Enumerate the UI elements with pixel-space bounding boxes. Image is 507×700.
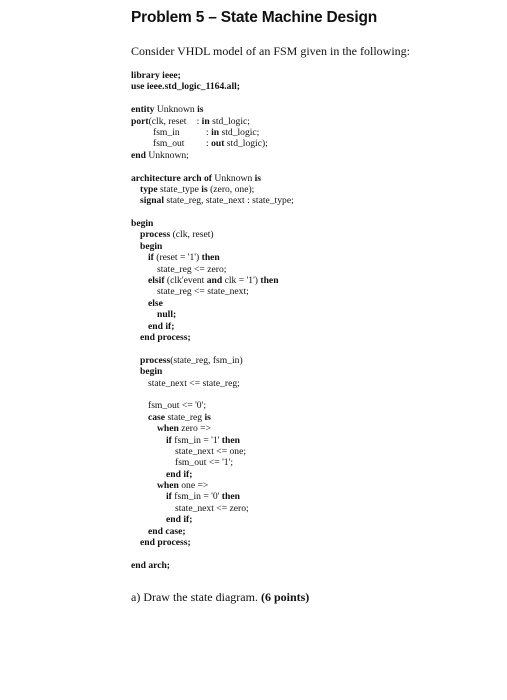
code-line: fsm_out <= '1';: [175, 457, 233, 469]
code-text: arch;: [145, 559, 171, 571]
code-line: [131, 355, 294, 366]
keyword: in: [211, 126, 220, 138]
keyword: process: [140, 354, 171, 366]
code-line: [131, 412, 294, 423]
code-text: (state_reg, fsm_in): [170, 354, 243, 366]
code-line: [131, 252, 294, 263]
code-blank: [131, 161, 294, 172]
code-text: (clk, reset: [148, 115, 187, 127]
code-text: Unknown: [154, 104, 198, 116]
code-text: :: [196, 115, 202, 127]
keyword: entity: [131, 104, 155, 116]
code-line: use ieee.std_logic_1164.all;: [131, 81, 240, 93]
keyword: type: [140, 183, 158, 195]
code-blank: [131, 548, 294, 559]
code-text: (clk, reset): [170, 229, 214, 241]
keyword: when: [157, 423, 179, 435]
keyword: is: [254, 172, 262, 184]
question-a: [131, 590, 309, 605]
question-text: a) Draw the state diagram.: [131, 590, 261, 604]
code-line: [131, 423, 294, 434]
code-blank: [131, 343, 294, 354]
code-line: end if;: [148, 320, 175, 332]
problem-title: Problem 5 – State Machine Design: [131, 9, 377, 26]
keyword: and: [206, 275, 223, 287]
code-line: state_next <= state_reg;: [148, 377, 240, 389]
intro-text: Consider VHDL model of an FSM given in the following:: [131, 44, 410, 58]
keyword: is: [201, 183, 208, 195]
keyword: end: [131, 149, 146, 161]
keyword: signal: [140, 195, 164, 207]
keyword: case: [148, 411, 166, 423]
code-line: [131, 116, 294, 127]
question-points: (6 points): [260, 590, 310, 604]
code-text: fsm_in = '1': [171, 434, 222, 446]
code-line: [131, 491, 294, 502]
keyword: then: [221, 434, 240, 446]
keyword: is: [204, 411, 211, 423]
code-line: end process;: [140, 537, 191, 549]
code-line: [131, 229, 294, 240]
code-line: fsm_out <= '0';: [148, 400, 206, 412]
code-line: begin: [140, 240, 163, 252]
code-line: begin: [140, 366, 163, 378]
code-text: :: [206, 126, 212, 138]
code-text: state_reg: [165, 411, 205, 423]
code-line: [131, 195, 294, 206]
keyword: if: [148, 252, 154, 264]
code-text: fsm_out: [153, 138, 185, 150]
code-text: (clk'event: [164, 275, 207, 287]
code-text: (zero, one);: [207, 183, 255, 195]
code-line: [131, 480, 294, 491]
code-text: std_logic;: [209, 115, 250, 127]
code-line: [131, 173, 294, 184]
code-line: end if;: [166, 468, 193, 480]
keyword: is: [197, 104, 204, 116]
code-line: end process;: [140, 331, 191, 343]
code-line: state_reg <= state_next;: [157, 286, 249, 298]
code-line: [131, 184, 294, 195]
code-text: :: [206, 138, 212, 150]
code-text: Unknown;: [145, 149, 189, 161]
keyword: if: [166, 434, 172, 446]
keyword: when: [157, 480, 179, 492]
code-line: null;: [157, 309, 177, 321]
keyword: in: [201, 115, 210, 127]
keyword: then: [221, 491, 240, 503]
code-text: fsm_in = '0': [171, 491, 222, 503]
code-blank: [131, 93, 294, 104]
code-line: [131, 275, 294, 286]
code-line: end if;: [166, 514, 193, 526]
code-line: state_next <= one;: [175, 445, 247, 457]
keyword: then: [260, 275, 279, 287]
keyword: out: [211, 138, 225, 150]
code-text: clk = '1'): [222, 275, 261, 287]
code-line: [131, 560, 294, 571]
keyword: then: [201, 252, 220, 264]
code-text: Unknown: [212, 172, 255, 184]
code-blank: [131, 207, 294, 218]
code-line: end case;: [148, 525, 186, 537]
code-line: library ieee;: [131, 70, 181, 81]
code-line: [131, 127, 294, 138]
keyword: if: [166, 491, 172, 503]
code-text: std_logic);: [224, 138, 268, 150]
code-text: std_logic;: [219, 126, 260, 138]
keyword: elsif: [148, 275, 165, 287]
code-text: fsm_in: [153, 126, 180, 138]
code-text: zero =>: [178, 423, 211, 435]
code-line: begin: [131, 218, 154, 230]
keyword: architecture arch of: [131, 172, 212, 184]
keyword: process: [140, 229, 171, 241]
keyword: end: [131, 559, 146, 571]
code-text: one =>: [178, 480, 209, 492]
code-line: [131, 435, 294, 446]
code-text: state_type: [157, 183, 202, 195]
code-line: [131, 138, 294, 149]
code-text: state_reg, state_next : state_type;: [164, 195, 294, 207]
code-line: state_reg <= zero;: [157, 263, 227, 275]
code-blank: [131, 389, 294, 400]
vhdl-code-block: [131, 70, 294, 571]
code-line: [131, 104, 294, 115]
keyword: port: [131, 115, 149, 127]
code-line: state_next <= zero;: [175, 502, 249, 514]
code-text: (reset = '1'): [153, 252, 202, 264]
code-line: [131, 150, 294, 161]
code-line: else: [148, 297, 163, 309]
